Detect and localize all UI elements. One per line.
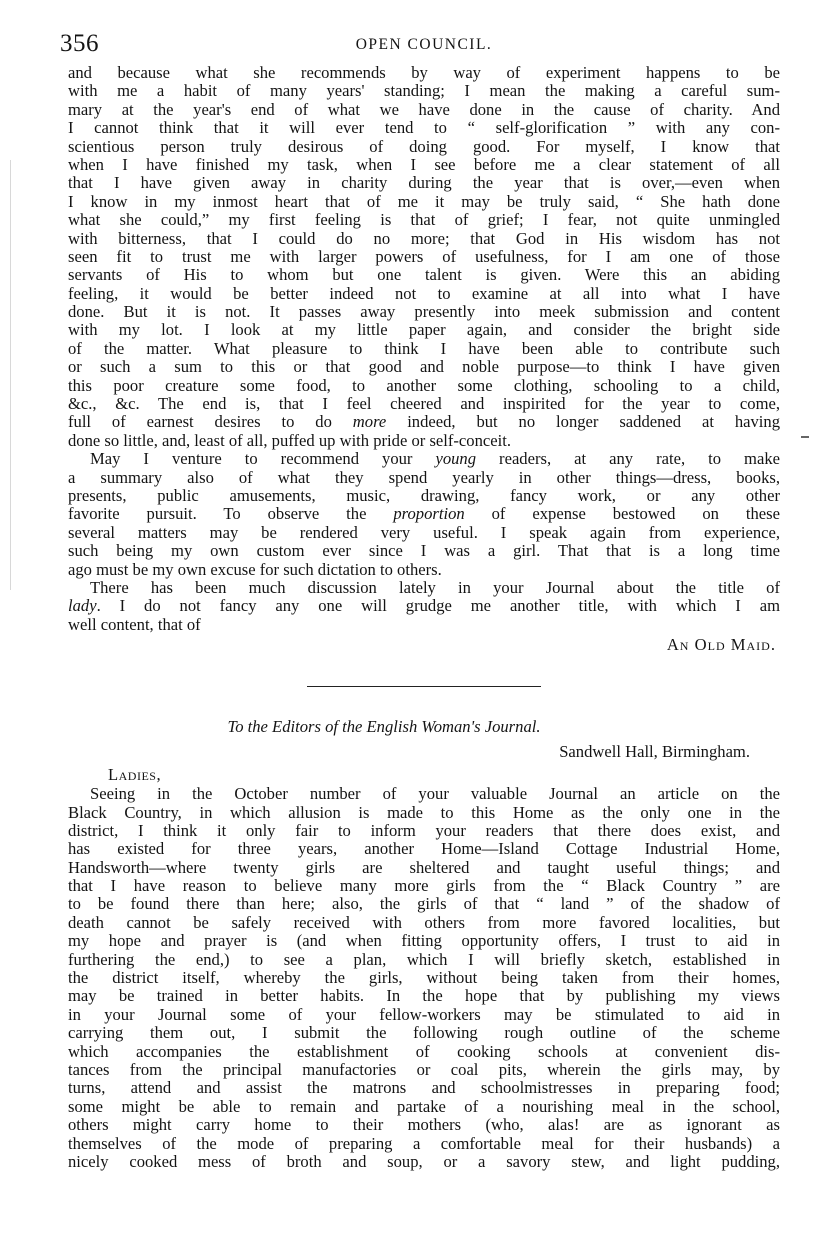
text-line: furthering the end,) to see a plan, which I will briefly sketch, established in: [68, 949, 780, 969]
letter-address: Sandwell Hall, Birmingham.: [559, 742, 750, 762]
margin-mark: [801, 436, 809, 438]
text-line: that I have given away in charity during the year that is over,—even when: [68, 173, 780, 193]
letter-two-paragraph-1: [68, 785, 780, 1171]
text-line: &c., &c. The end is, that I feel cheered and inspirited for the year to come,: [68, 394, 780, 414]
text-line: with bitterness, that I could do no more; that God in His wisdom has not: [68, 228, 780, 248]
section-divider: [307, 686, 541, 687]
text-line: There has been much discussion lately in your Journal about the title of: [90, 577, 780, 597]
page-number: 356: [60, 30, 99, 57]
text-line: done. But it is not. It passes away presently into meek submission and content: [68, 302, 780, 322]
letter-salutation: Ladies,: [108, 765, 162, 785]
text-line: death cannot be safely received with others from more favored localities, but: [68, 912, 780, 932]
signature: An Old Maid.: [666, 635, 776, 655]
text-line: I cannot think that it will ever tend to “ self-glorification ” with any con-: [68, 118, 780, 138]
text-line: may be trained in better habits. In the hope that by publishing my views: [68, 986, 780, 1006]
text-line: mary at the year's end of what we have done in the cause of charity. And: [68, 99, 780, 119]
text-line: that I have reason to believe many more girls from the “ Black Country ” are: [68, 876, 780, 896]
text-line: ago must be my own excuse for such dictation to others.: [68, 559, 442, 579]
text-line: Black Country, in which allusion is made to this Home as the only one in the: [68, 802, 780, 822]
text-line: done so little, and, least of all, puffed up with pride or self-conceit.: [68, 430, 511, 450]
text-line: servants of His to whom but one talent is given. Were this an abiding: [68, 265, 780, 285]
letter-one-paragraph-2: [68, 450, 780, 579]
text-line: has existed for three years, another Home—Island Cottage Industrial Home,: [68, 839, 780, 859]
text-line: with my lot. I look at my little paper again, and consider the bright side: [68, 320, 780, 340]
letter-heading: To the Editors of the English Woman's Journal.: [227, 717, 541, 737]
text-line: what she could,” my first feeling is that of grief; I fear, not quite unmingled: [68, 210, 780, 230]
text-line: several matters may be rendered very useful. I speak again from experience,: [68, 522, 780, 542]
text-line: seen fit to trust me with larger powers of usefulness, for I am one of those: [68, 246, 780, 266]
text-line: some might be able to remain and partake of a nourishing meal in the school,: [68, 1096, 780, 1116]
text-line: presents, public amusements, music, drawing, fancy work, or any other: [68, 485, 780, 505]
text-line: and because what she recommends by way of experiment happens to be: [68, 63, 780, 82]
text-line: of the matter. What pleasure to think I have been able to contribute such: [68, 338, 780, 358]
page-edge-shadow: [10, 160, 11, 590]
text-line: favorite pursuit. To observe the proportion of expense bestowed on these: [68, 504, 780, 524]
text-line: themselves of the mode of preparing a comfortable meal for their husbands) a: [68, 1133, 780, 1153]
running-head: [60, 24, 780, 64]
page: [60, 24, 780, 1171]
text-line: such being my own custom ever since I was a girl. That that is a long time: [68, 541, 780, 561]
text-line: the district itself, whereby the girls, without being taken from their homes,: [68, 968, 780, 988]
text-line: scientious person truly desirous of doing good. For myself, I know that: [68, 136, 780, 156]
text-line: I know in my inmost heart that of me it may be truly said, “ She hath done: [68, 191, 780, 211]
text-line: a summary also of what they spend yearly in other things—dress, books,: [68, 467, 780, 487]
letter-one: [68, 64, 780, 656]
text-line: Handsworth—where twenty girls are sheltered and taught useful things; and: [68, 857, 780, 877]
text-line: nicely cooked mess of broth and soup, or a savory stew, and light pudding,: [68, 1151, 780, 1171]
text-line: feeling, it would be better indeed not to examine at all into what I have: [68, 283, 780, 303]
letter-one-paragraph-3: [68, 579, 780, 634]
letter-two: [68, 715, 780, 1171]
text-line: in your Journal some of your fellow-workers may be stimulated to aid in: [68, 1004, 780, 1024]
text-line: May I venture to recommend your young readers, at any rate, to make: [90, 449, 780, 469]
text-line: lady. I do not fancy any one will grudge me another title, with which I am: [68, 596, 780, 616]
text-line: Seeing in the October number of your valuable Journal an article on the: [90, 784, 780, 804]
letter-one-paragraph-1: [68, 64, 780, 450]
text-line: to be found there than here; also, the girls of that “ land ” of the shadow of: [68, 894, 780, 914]
text-line: turns, attend and assist the matrons and schoolmistresses in preparing food;: [68, 1078, 780, 1098]
text-line: others might carry home to their mothers (who, alas! are as ignorant as: [68, 1115, 780, 1135]
text-line: full of earnest desires to do more indeed, but no longer saddened at having: [68, 412, 780, 432]
text-line: tances from the principal manufactories or coal pits, wherein the girls may, by: [68, 1059, 780, 1079]
text-line: which accompanies the establishment of cooking schools at convenient dis-: [68, 1041, 780, 1061]
text-line: carrying them out, I submit the following rough outline of the scheme: [68, 1023, 780, 1043]
text-line: my hope and prayer is (and when fitting opportunity offers, I trust to aid in: [68, 931, 780, 951]
text-line: with me a habit of many years' standing; I mean the making a careful sum-: [68, 81, 780, 101]
text-line: this poor creature some food, to another some clothing, schooling to a child,: [68, 375, 780, 395]
text-line: district, I think it only fair to inform your readers that there does exist, and: [68, 820, 780, 840]
text-line: when I have finished my task, when I see before me a clear statement of all: [68, 154, 780, 174]
running-title: OPEN COUNCIL.: [355, 36, 493, 53]
text-line: or such a sum to this or that good and noble purpose—to think I have given: [68, 357, 780, 377]
text-line: well content, that of: [68, 614, 201, 634]
